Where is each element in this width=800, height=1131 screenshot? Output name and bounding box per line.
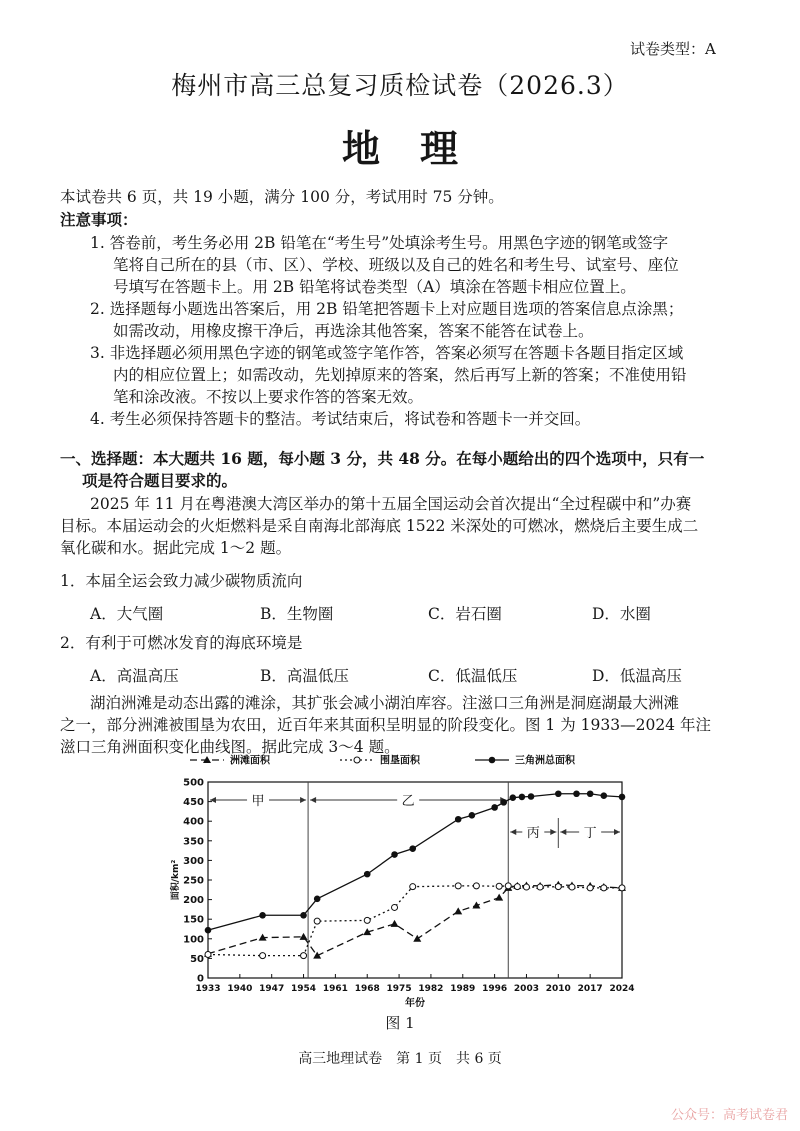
question-2-option-a: A．高温高压 (90, 667, 179, 685)
question-2-stem: 2．有利于可燃冰发育的海底环境是 (60, 634, 303, 652)
subject-title: 地理 (341, 126, 498, 171)
notice-3-line-1: 3. 非选择题必须用黑色字迹的钢笔或签字笔作答，答案必须写在答题卡各题目指定区域 (90, 344, 684, 362)
data-point (364, 917, 370, 923)
data-point (314, 896, 321, 903)
series-line (208, 886, 622, 956)
notice-4-line-1: 4. 考生必须保持答题卡的整洁。考试结束后，将试卷和答题卡一并交回。 (90, 410, 591, 428)
legend-label: 洲滩面积 (230, 755, 270, 767)
x-tick-label: 1961 (322, 984, 348, 994)
notice-2-line-1: 2. 选择题每小题选出答案后，用 2B 铅笔把答题卡上对应题目选项的答案信息点涂黑； (90, 300, 684, 318)
data-point (205, 951, 211, 957)
x-tick-label: 1982 (418, 984, 444, 994)
question-1-stem: 1．本届全运会致力减少碳物质流向 (60, 572, 303, 590)
passage-2-line-1: 湖泊洲滩是动态出露的滩涂，其扩张会减小湖泊库容。注滋口三角洲是洞庭湖最大洲滩 (90, 694, 680, 712)
y-tick-label: 250 (183, 875, 204, 887)
stage-label: 丙 (526, 826, 540, 841)
y-tick-label: 0 (197, 973, 204, 985)
stage-arrow-head (510, 829, 516, 835)
plot-frame (208, 782, 622, 978)
y-tick-label: 50 (190, 953, 204, 965)
stage-arrow-head (560, 829, 566, 835)
y-tick-label: 450 (183, 797, 204, 809)
y-axis-label: 面积/km² (171, 859, 181, 901)
data-point (391, 851, 398, 858)
data-point (473, 883, 479, 889)
y-tick-label: 150 (183, 914, 204, 926)
data-point (496, 883, 502, 889)
passage-1-line-2: 目标。本届运动会的火炬燃料是采自南海北部海底 1522 米深处的可燃冰，燃烧后主要生成二 (60, 517, 699, 535)
data-point (454, 907, 462, 914)
data-point (573, 790, 580, 797)
x-tick-label: 1947 (259, 984, 285, 994)
data-point (455, 816, 462, 823)
x-tick-label: 1933 (195, 984, 221, 994)
y-tick-label: 200 (183, 895, 204, 907)
x-tick-label: 2003 (513, 984, 539, 994)
data-point (505, 883, 511, 889)
x-tick-label: 2024 (609, 984, 635, 994)
data-point (519, 794, 526, 801)
exam-title: 梅州市高三总复习质检试卷（2026.3） (171, 71, 629, 100)
data-point (500, 799, 507, 806)
legend-label: 三角洲总面积 (515, 755, 575, 767)
data-point (455, 883, 461, 889)
x-tick-label: 2010 (545, 984, 571, 994)
data-point (259, 912, 266, 919)
y-tick-label: 500 (183, 777, 204, 789)
data-point (587, 790, 594, 797)
series-3 (205, 790, 626, 933)
series-2 (205, 883, 625, 959)
data-point (469, 812, 476, 819)
x-axis-label: 年份 (405, 998, 425, 1009)
area-change-chart (160, 752, 640, 1010)
data-point (555, 884, 561, 890)
data-point (569, 884, 575, 890)
data-point (391, 920, 399, 927)
data-point (314, 918, 320, 924)
section-1-header-line-2: 项是符合题目要求的。 (82, 471, 238, 490)
section-1-header-line-1: 一、选择题：本大题共 16 题，每小题 3 分，共 48 分。在每小题给出的四个选项中，只有一 (60, 449, 705, 468)
data-point (491, 804, 498, 811)
data-point (300, 912, 307, 919)
notice-2-line-2: 如需改动，用橡皮擦干净后，再选涂其他答案，答案不能答在试卷上。 (113, 322, 594, 340)
stage-label: 乙 (401, 794, 415, 809)
data-point (537, 884, 543, 890)
notice-title: 注意事项： (60, 210, 138, 229)
paper-type-label: 试卷类型：A (630, 40, 716, 58)
page-footer: 高三地理试卷 第 1 页 共 6 页 (298, 1051, 502, 1067)
data-point (392, 904, 398, 910)
data-point (409, 845, 416, 852)
question-2-option-b: B．高温低压 (260, 667, 349, 685)
watermark-text: 公众号：高考试卷君 (670, 1108, 788, 1123)
data-point (260, 953, 266, 959)
legend-marker (489, 757, 496, 764)
passage-1-line-1: 2025 年 11 月在粤港澳大湾区举办的第十五届全国运动会首次提出“全过程碳中和”办赛 (90, 495, 692, 513)
x-tick-label: 1968 (354, 984, 380, 994)
data-point (619, 794, 626, 801)
data-point (601, 885, 607, 891)
data-point (413, 935, 421, 942)
series-1 (204, 881, 626, 959)
legend-marker (354, 757, 360, 763)
legend-item (190, 756, 224, 763)
x-tick-label: 1996 (482, 984, 508, 994)
x-tick-label: 1989 (450, 984, 476, 994)
question-1-option-b: B．生物圈 (260, 605, 334, 623)
x-tick-label: 1975 (386, 984, 412, 994)
passage-2-line-2: 之一，部分洲滩被围垦为农田，近百年来其面积呈明显的阶段变化。图 1 为 1933—2024 年注 (60, 716, 711, 734)
question-1-option-a: A．大气圈 (90, 605, 164, 623)
series-line (208, 794, 622, 930)
data-point (601, 792, 608, 799)
stage-arrow-head (550, 829, 556, 835)
x-tick-label: 1940 (227, 984, 253, 994)
data-point (619, 885, 625, 891)
stage-arrow-head (310, 797, 316, 803)
stage-arrow-head (300, 797, 306, 803)
question-1-option-d: D．水圈 (592, 605, 651, 623)
passage-2-line-3: 滋口三角洲面积变化曲线图。据此完成 3～4 题。 (60, 738, 400, 756)
data-point (301, 953, 307, 959)
legend-label: 围垦面积 (380, 755, 420, 767)
data-point (587, 885, 593, 891)
notice-1-line-3: 号填写在答题卡上。用 2B 铅笔将试卷类型（A）填涂在答题卡相应位置上。 (113, 278, 636, 296)
question-1-option-c: C．岩石圈 (428, 605, 502, 623)
data-point (410, 884, 416, 890)
question-2-option-d: D．低温高压 (592, 667, 682, 685)
y-tick-label: 400 (183, 816, 204, 828)
y-tick-label: 350 (183, 836, 204, 848)
notice-1-line-1: 1. 答卷前，考生务必用 2B 铅笔在“考生号”处填涂考生号。用黑色字迹的钢笔或签字 (90, 234, 669, 252)
figure-caption: 图 1 (385, 1014, 415, 1032)
data-point (528, 793, 535, 800)
data-point (555, 790, 562, 797)
data-point (313, 952, 321, 959)
question-2-option-c: C．低温低压 (428, 667, 518, 685)
data-point (514, 884, 520, 890)
x-tick-label: 1954 (291, 984, 317, 994)
y-tick-label: 300 (183, 855, 204, 867)
stage-label: 甲 (251, 794, 265, 809)
notice-3-line-3: 笔和涂改液。不按以上要求作答的答案无效。 (113, 388, 424, 406)
data-point (205, 927, 212, 934)
intro-text: 本试卷共 6 页，共 19 小题，满分 100 分，考试用时 75 分钟。 (60, 188, 504, 206)
notice-3-line-2: 内的相应位置上；如需改动，先划掉原来的答案，然后再写上新的答案；不准使用铅 (113, 366, 687, 384)
series-line (208, 885, 622, 956)
notice-1-line-2: 笔将自己所在的县（市、区）、学校、班级以及自己的姓名和考生号、试室号、座位 (113, 256, 679, 274)
data-point (510, 794, 517, 801)
stage-label: 丁 (583, 826, 597, 841)
data-point (300, 933, 308, 940)
stage-arrow-head (614, 829, 620, 835)
data-point (364, 871, 371, 878)
y-tick-label: 100 (183, 934, 204, 946)
passage-1-line-3: 氧化碳和水。据此完成 1～2 题。 (60, 539, 292, 557)
legend-item (340, 757, 374, 763)
legend-item (475, 757, 509, 764)
data-point (523, 884, 529, 890)
data-point (495, 894, 503, 901)
x-tick-label: 2017 (577, 984, 603, 994)
